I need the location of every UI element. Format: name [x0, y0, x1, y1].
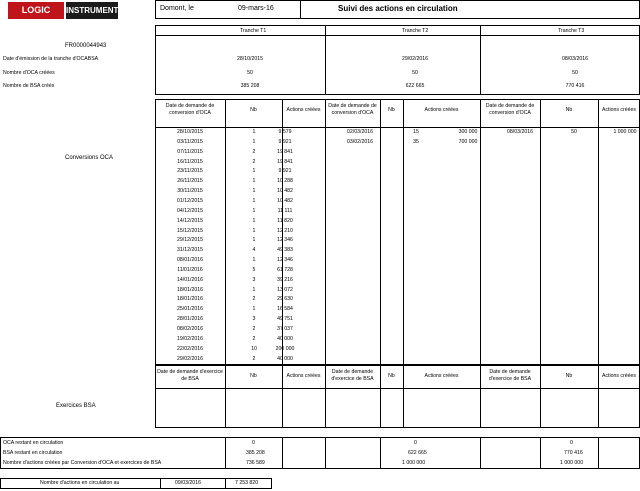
grid-line — [540, 437, 541, 469]
conversion-t1-date-cell: 29/12/2015 — [177, 237, 203, 244]
conversion-t1-nb-cell: 1 — [252, 207, 256, 214]
summary-label-oca: OCA restant en circulation — [3, 440, 64, 446]
summary-t3-bsa: 770 416 — [564, 450, 583, 456]
conversion-t3-actions-cell: 1 000 000 — [613, 129, 637, 135]
exercise-t1-actions-header: Actions créées — [286, 373, 321, 379]
conversion-t1-date-cell: 18/01/2016 — [177, 296, 203, 303]
summary-t1-oca: 0 — [252, 440, 255, 446]
conversion-t1-nb-cell: 3 — [252, 276, 256, 283]
conversion-t1-actions-cell: 16 584 — [277, 306, 293, 313]
conversion-table — [155, 99, 640, 365]
conversion-t1-actions-cell: 49 383 — [277, 247, 293, 254]
conversion-t1-nb-header: Nb — [250, 107, 257, 113]
conversion-t1-actions-cell: 40 000 — [277, 355, 293, 362]
summary-label-bsa: BSA restant en circulation — [3, 450, 63, 456]
exercise-t2-nb-header: Nb — [388, 373, 395, 379]
t2-emission-date: 29/02/2016 — [402, 56, 428, 62]
conversion-t1-date-cell: 11/01/2016 — [177, 266, 203, 273]
conversion-t1-nb-cell: 5 — [252, 266, 256, 273]
conversion-t1-nb-cell: 1 — [252, 257, 256, 264]
row-label-bsa-created: Nombre de BSA créés — [3, 83, 55, 89]
t3-emission-date: 08/03/2016 — [562, 56, 588, 62]
page-title: Suivi des actions en circulation — [338, 4, 458, 13]
exercise-t3-actions-header: Actions créées — [601, 373, 637, 379]
conversion-t3-date-cell: 08/03/2016 — [507, 129, 533, 135]
conversion-t2-actions-cell: 700 000 — [458, 138, 478, 145]
conversion-t3-date-header: Date de demande de conversion d'OCA — [485, 103, 535, 116]
conversion-t1-nb-cell: 1 — [252, 168, 256, 175]
conversion-t1-nb-cell: 1 — [252, 129, 256, 135]
conversion-t1-actions-cell: 9 921 — [278, 138, 292, 145]
conversion-t1-nb-cell: 2 — [252, 326, 256, 332]
conversion-t2-actions-cell: 300 000 — [458, 129, 478, 135]
conversion-t1-actions-cell: 19 841 — [277, 148, 293, 155]
header-date: 09-mars-16 — [238, 5, 274, 12]
t3-bsa-count: 770 416 — [565, 83, 585, 89]
conversion-t1-date-cell: 22/02/2016 — [177, 345, 203, 352]
conversion-t1-date-cell: 19/02/2016 — [177, 335, 203, 342]
conversion-t1-date-cell: 15/12/2015 — [177, 227, 203, 234]
conversion-t1-actions-cell: 10 482 — [277, 197, 293, 204]
summary-t3-actions: 1 000 000 — [560, 460, 584, 466]
exercise-t1-date-header: Date de demande d'exercice de BSA — [157, 369, 223, 382]
conversion-t1-actions-cell: 37 037 — [277, 326, 293, 332]
conversion-t1-date-cell: 31/12/2015 — [177, 247, 203, 254]
conversion-t1-actions-cell: 11 111 — [277, 207, 293, 214]
exercise-t3-date-header: Date de demande d'exercice de BSA — [488, 369, 532, 382]
conversion-t1-nb-cell: 1 — [252, 227, 256, 234]
conversion-t1-actions-cell: 12 346 — [277, 257, 293, 264]
conversion-t1-actions-cell: 12 346 — [277, 237, 293, 244]
grid-line — [325, 99, 326, 365]
summary-t3-oca: 0 — [570, 440, 573, 446]
company-logo — [0, 0, 150, 22]
conversion-t1-date-cell: 08/02/2016 — [177, 326, 203, 332]
grid-line — [225, 99, 226, 365]
conversion-t1-nb-cell: 2 — [252, 296, 256, 303]
summary-t1-actions: 736 589 — [246, 460, 265, 466]
t1-oca-count: 50 — [247, 70, 253, 76]
conversion-t2-date-cell: 02/03/2016 — [347, 129, 373, 135]
conversion-t1-actions-cell: 61 728 — [277, 266, 293, 273]
grid-line — [598, 437, 599, 469]
conversion-t2-nb-cell: 35 — [413, 138, 419, 145]
conversion-t1-nb-cell: 2 — [252, 335, 256, 342]
conversion-t1-date-cell: 04/12/2015 — [177, 207, 203, 214]
conversion-t1-actions-cell: 9 921 — [278, 168, 292, 175]
footer-total-shares: 7 253 820 — [235, 480, 259, 486]
conversion-t1-date-cell: 29/02/2016 — [177, 355, 203, 362]
conversion-t1-nb-cell: 1 — [252, 306, 256, 313]
conversion-t1-nb-cell: 1 — [252, 178, 256, 185]
conversion-t1-date-cell: 23/11/2015 — [177, 168, 203, 175]
conversion-t1-date-cell: 08/01/2016 — [177, 257, 203, 264]
t3-oca-count: 50 — [572, 70, 578, 76]
conversion-t1-actions-cell: 13 072 — [277, 286, 293, 293]
t1-emission-date: 28/10/2015 — [237, 56, 263, 62]
exercise-t2-date-header: Date de demande d'exercice de BSA — [331, 369, 374, 382]
conversion-t1-date-cell: 28/10/2015 — [177, 129, 203, 135]
conversion-t1-date-cell: 07/11/2015 — [177, 148, 203, 155]
conversion-t1-actions-cell: 39 216 — [277, 276, 293, 283]
exercise-t1-nb-header: Nb — [250, 373, 257, 379]
conversion-t1-nb-cell: 1 — [252, 286, 256, 293]
tranche-t2-label: Tranche T2 — [402, 28, 429, 34]
grid-line — [480, 437, 481, 469]
conversion-t1-actions-cell: 40 000 — [277, 335, 293, 342]
isin-code: FR0000044943 — [65, 43, 107, 49]
conversion-t1-date-cell: 14/12/2015 — [177, 217, 203, 224]
conversion-t1-nb-cell: 1 — [252, 188, 256, 195]
tranche-t3-label: Tranche T3 — [558, 28, 585, 34]
summary-t2-oca: 0 — [414, 440, 417, 446]
exercise-section-label: Exercices BSA — [56, 403, 96, 409]
exercise-t2-actions-header: Actions créées — [424, 373, 459, 379]
grid-line — [403, 99, 404, 365]
conversion-t3-nb-header: Nb — [565, 107, 573, 113]
summary-label-actions: Nombre d'actions créées par Conversion d'OCA et exercices de BSA — [3, 460, 162, 466]
conversion-t1-nb-cell: 3 — [252, 316, 256, 323]
conversion-t1-actions-header: Actions créées — [286, 107, 321, 113]
conversion-t2-actions-header: Actions créées — [424, 107, 459, 113]
conversion-t1-date-header: Date de demande de conversion d'OCA — [165, 103, 215, 116]
logo-part1: LOGIC — [8, 2, 64, 19]
conversion-t2-nb-header: Nb — [388, 107, 395, 113]
conversion-t1-date-cell: 18/01/2016 — [177, 286, 203, 293]
conversion-t1-nb-cell: 1 — [252, 217, 256, 224]
logo-part2: INSTRUMENT — [66, 2, 118, 19]
conversion-t3-nb-cell: 50 — [571, 129, 577, 135]
conversion-t1-date-cell: 30/11/2015 — [177, 188, 203, 195]
conversion-t1-nb-cell: 2 — [252, 158, 256, 165]
grid-line — [325, 437, 326, 469]
conversion-t2-nb-cell: 15 — [413, 129, 419, 135]
conversion-t1-nb-cell: 2 — [252, 148, 256, 155]
conversion-t1-actions-cell: 200 000 — [275, 345, 295, 352]
footer-label: Nombre d'actions en circulation au — [40, 480, 120, 486]
grid-line — [380, 437, 381, 469]
conversion-t1-date-cell: 01/12/2015 — [177, 197, 203, 204]
conversion-t1-actions-cell: 12 210 — [277, 227, 293, 234]
conversion-t1-date-cell: 16/11/2015 — [177, 158, 203, 165]
grid-line — [225, 437, 226, 469]
conversion-section-label: Conversions OCA — [65, 155, 114, 161]
footer-date: 09/03/2016 — [175, 480, 201, 486]
conversion-t1-nb-cell: 1 — [252, 237, 256, 244]
grid-line — [598, 99, 599, 365]
conversion-t1-actions-cell: 49 751 — [277, 316, 293, 323]
t2-oca-count: 50 — [412, 70, 418, 76]
conversion-t1-date-cell: 25/01/2016 — [177, 306, 203, 313]
conversion-t1-actions-cell: 10 288 — [277, 178, 293, 185]
conversion-t1-actions-cell: 19 841 — [277, 158, 293, 165]
conversion-t1-date-cell: 14/01/2016 — [177, 276, 203, 283]
conversion-t1-date-cell: 03/11/2015 — [177, 138, 203, 145]
conversion-t2-date-header: Date de demande de conversion d'OCA — [328, 103, 377, 116]
grid-line — [282, 437, 283, 469]
conversion-t1-nb-cell: 1 — [252, 138, 256, 145]
conversion-t2-date-cell: 03/02/2016 — [347, 138, 373, 145]
exercise-t3-nb-header: Nb — [565, 373, 573, 379]
conversion-t1-nb-cell: 2 — [252, 355, 256, 362]
tranche-t1-label: Tranche T1 — [240, 28, 267, 34]
summary-t2-actions: 1 000 000 — [402, 460, 426, 466]
row-label-oca-created: Nombre d'OCA créées — [3, 70, 55, 76]
conversion-t1-actions-cell: 11 820 — [277, 217, 293, 224]
conversion-t1-actions-cell: 10 482 — [277, 188, 293, 195]
conversion-t1-actions-cell: 29 630 — [277, 296, 293, 303]
row-label-emission-date: Date d'émission de la tranche d'OCABSA — [3, 56, 99, 62]
t1-bsa-count: 385 208 — [240, 83, 260, 89]
conversion-t1-nb-cell: 10 — [251, 345, 257, 352]
t2-bsa-count: 622 665 — [405, 83, 425, 89]
conversion-t1-nb-cell: 4 — [252, 247, 256, 254]
conversion-t1-date-cell: 26/11/2015 — [177, 178, 203, 185]
summary-t2-bsa: 622 665 — [408, 450, 427, 456]
company-place: Domont, le — [160, 5, 194, 12]
conversion-t1-date-cell: 28/01/2016 — [177, 316, 203, 323]
conversion-t1-nb-cell: 1 — [252, 197, 256, 204]
summary-t1-bsa: 385 208 — [246, 450, 265, 456]
grid-line — [540, 99, 541, 365]
conversion-t3-actions-header: Actions créées — [601, 107, 637, 113]
conversion-t1-actions-cell: 9 579 — [278, 129, 292, 135]
